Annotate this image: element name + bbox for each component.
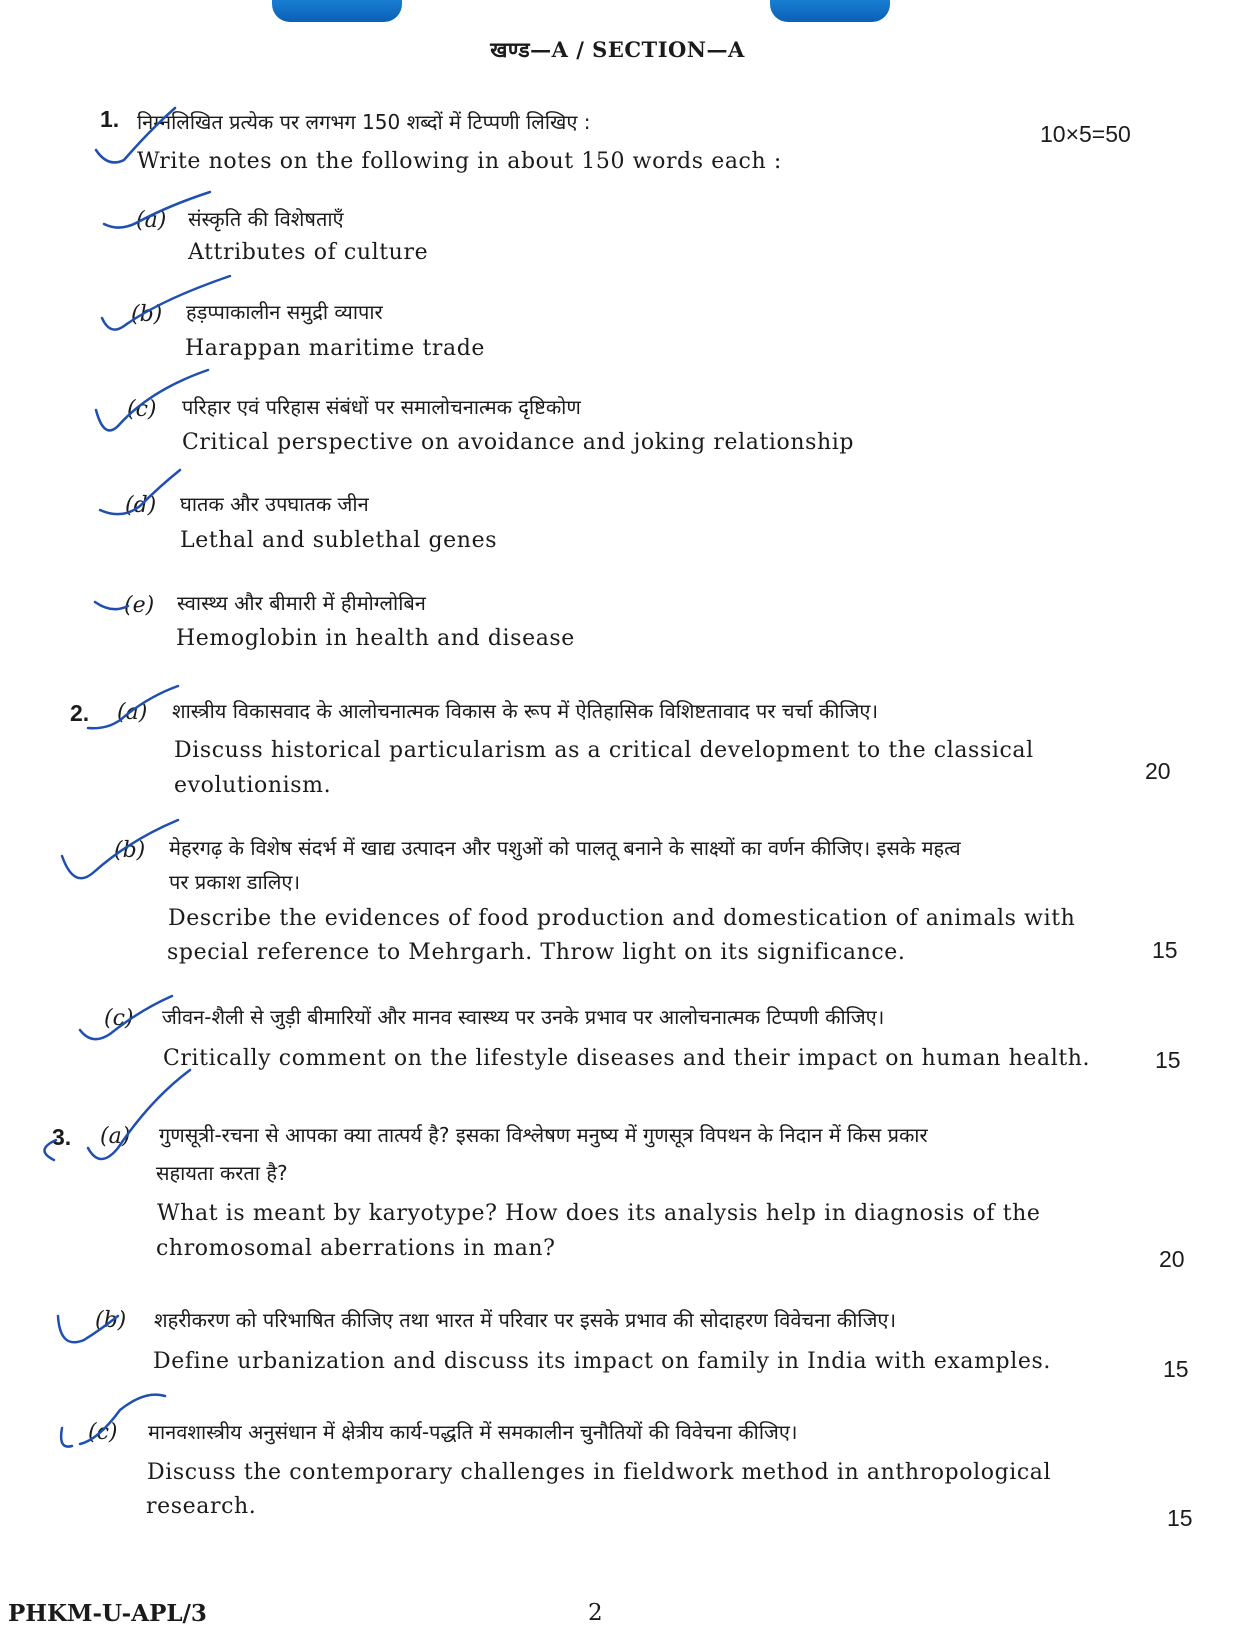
q3-number: 3. <box>52 1124 72 1150</box>
binder-clip-right <box>770 0 890 22</box>
q2b-label: (b) <box>114 838 146 863</box>
q3a-hindi-line2: सहायता करता है? <box>156 1161 288 1185</box>
q2c-english: Critically comment on the lifestyle diseases and their impact on human health. <box>163 1046 1091 1071</box>
q1-prompt-hindi: निम्नलिखित प्रत्येक पर लगभग 150 शब्दों में टिप्पणी लिखिए : <box>137 110 591 134</box>
q2a-label: (a) <box>117 700 148 725</box>
q1-prompt-english: Write notes on the following in about 150 words each : <box>137 149 782 174</box>
q1c-english: Critical perspective on avoidance and joking relationship <box>182 430 855 455</box>
q3a-english-line1: What is meant by karyotype? How does its analysis help in diagnosis of the <box>157 1201 1041 1226</box>
q1-number: 1. <box>100 106 120 132</box>
section-title: खण्ड—A / SECTION—A <box>490 37 745 62</box>
q1a-label: (a) <box>136 208 167 233</box>
q2a-english-line1: Discuss historical particularism as a critical development to the classical <box>174 738 1034 763</box>
q1e-hindi: स्वास्थ्य और बीमारी में हीमोग्लोबिन <box>177 591 426 615</box>
q2a-english-line2: evolutionism. <box>174 773 332 798</box>
page-number: 2 <box>588 1600 603 1626</box>
q2-number: 2. <box>70 700 90 726</box>
q2b-english-line2: special reference to Mehrgarh. Throw light on its significance. <box>167 940 906 965</box>
q3c-english-line1: Discuss the contemporary challenges in fieldwork method in anthropological <box>147 1460 1052 1485</box>
q1e-english: Hemoglobin in health and disease <box>176 626 575 651</box>
q1a-english: Attributes of culture <box>188 240 429 265</box>
q1b-english: Harappan maritime trade <box>185 336 486 361</box>
q1c-label: (c) <box>127 397 157 422</box>
q3a-label: (a) <box>100 1124 131 1149</box>
q1a-hindi: संस्कृति की विशेषताएँ <box>188 207 344 231</box>
binder-clip-left <box>272 0 402 22</box>
q3a-hindi-line1: गुणसूत्री-रचना से आपका क्या तात्पर्य है? इसका विश्लेषण मनुष्य में गुणसूत्र विपथन के निदान में किस प्रकार <box>159 1123 928 1147</box>
paper-code: PHKM-U-APL/3 <box>8 1600 207 1627</box>
q1c-hindi: परिहार एवं परिहास संबंधों पर समालोचनात्मक दृष्टिकोण <box>182 395 581 419</box>
q1b-label: (b) <box>131 302 163 327</box>
q1-marks: 10×5=50 <box>1040 121 1131 147</box>
q2c-hindi: जीवन-शैली से जुड़ी बीमारियों और मानव स्वास्थ्य पर उनके प्रभाव पर आलोचनात्मक टिप्पणी कीजिए। <box>162 1005 885 1029</box>
q3b-hindi: शहरीकरण को परिभाषित कीजिए तथा भारत में परिवार पर इसके प्रभाव की सोदाहरण विवेचना कीजिए। <box>154 1308 897 1332</box>
q3b-english: Define urbanization and discuss its impact on family in India with examples. <box>153 1349 1051 1374</box>
q2b-marks: 15 <box>1152 937 1178 963</box>
q1d-hindi: घातक और उपघातक जीन <box>180 492 369 516</box>
q3b-marks: 15 <box>1163 1356 1189 1382</box>
q2a-marks: 20 <box>1145 758 1171 784</box>
q2a-hindi: शास्त्रीय विकासवाद के आलोचनात्मक विकास के रूप में ऐतिहासिक विशिष्टतावाद पर चर्चा कीजिए। <box>172 699 879 723</box>
q3c-label: (c) <box>88 1420 118 1445</box>
q2c-label: (c) <box>104 1006 134 1031</box>
q1d-english: Lethal and sublethal genes <box>180 528 498 553</box>
q1b-hindi: हड़प्पाकालीन समुद्री व्यापार <box>186 300 383 324</box>
q2b-english-line1: Describe the evidences of food production and domestication of animals with <box>168 906 1076 931</box>
q3c-marks: 15 <box>1167 1505 1193 1531</box>
q3c-english-line2: research. <box>146 1494 257 1519</box>
q3a-english-line2: chromosomal aberrations in man? <box>156 1236 556 1261</box>
q1d-label: (d) <box>125 493 157 518</box>
q2c-marks: 15 <box>1155 1047 1181 1073</box>
q3c-hindi: मानवशास्त्रीय अनुसंधान में क्षेत्रीय कार्य-पद्धति में समकालीन चुनौतियों की विवेचना कीजिए। <box>148 1420 798 1444</box>
q3b-label: (b) <box>95 1308 127 1333</box>
q2b-hindi-line1: मेहरगढ़ के विशेष संदर्भ में खाद्य उत्पादन और पशुओं को पालतू बनाने के साक्ष्यों का वर्णन कीजिए। इसके महत्व <box>169 836 961 860</box>
q2b-hindi-line2: पर प्रकाश डालिए। <box>169 870 301 894</box>
q1e-label: (e) <box>124 593 155 618</box>
q3a-marks: 20 <box>1159 1246 1185 1272</box>
